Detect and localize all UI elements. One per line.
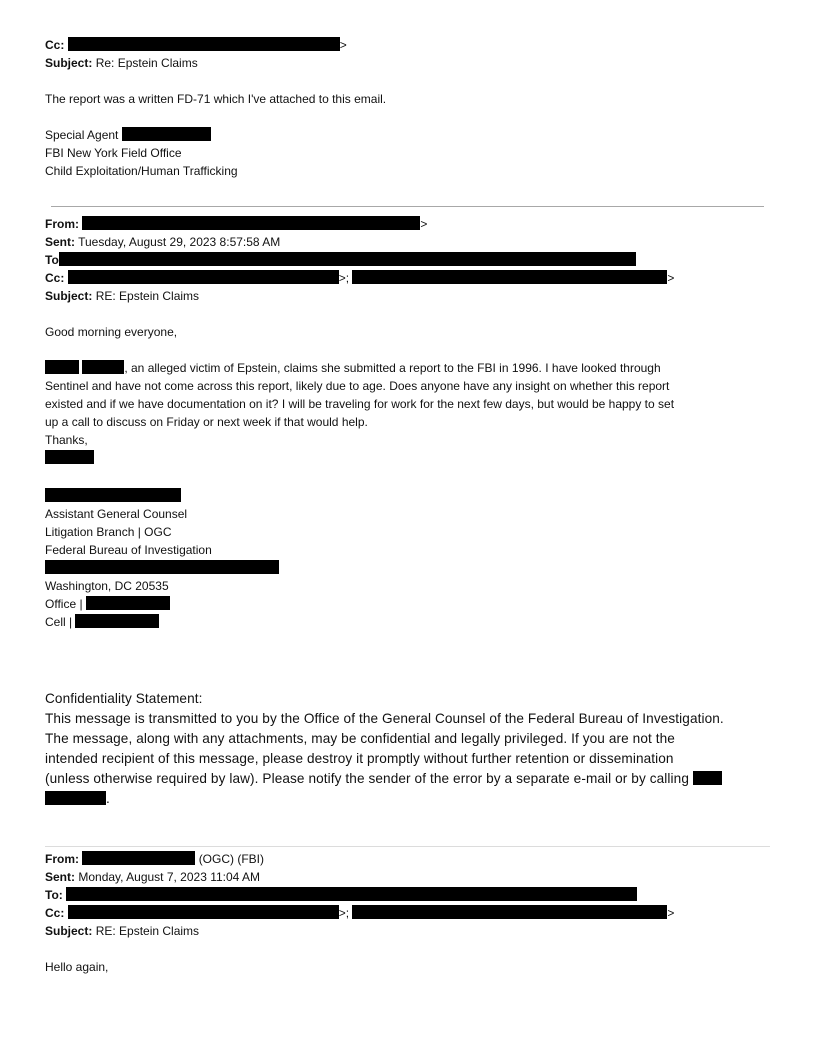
cc-tail: > xyxy=(667,906,675,920)
signature-office: FBI New York Field Office xyxy=(45,146,182,160)
signature-name-redacted xyxy=(45,487,181,505)
signature-unit: Child Exploitation/Human Trafficking xyxy=(45,164,238,178)
cc-label: Cc: xyxy=(45,906,65,920)
confidentiality-line: intended recipient of this message, please destroy it promptly without further retention or dissemination xyxy=(45,751,674,766)
signature-address-redacted xyxy=(45,559,279,577)
separator-rule xyxy=(45,846,770,847)
confidentiality-line: The message, along with any attachments, may be confidential and legally privileged. If you are not the xyxy=(45,731,675,746)
separator-rule xyxy=(51,206,764,207)
redaction-block xyxy=(45,450,94,464)
signature-org: Federal Bureau of Investigation xyxy=(45,543,212,557)
cc-tail: > xyxy=(667,271,675,285)
cc-tail: > xyxy=(339,38,347,52)
greeting: Good morning everyone, xyxy=(45,325,178,339)
from-line xyxy=(45,215,427,233)
sent-line xyxy=(45,233,280,251)
from-tail: (OGC) (FBI) xyxy=(198,852,265,866)
signature-branch: Litigation Branch | OGC xyxy=(45,525,172,539)
from-tail: > xyxy=(420,217,428,231)
confidentiality-text: (unless otherwise required by law). Please notify the sender of the error by a separate e-mail or by calling xyxy=(45,771,689,786)
subject-line xyxy=(45,922,199,940)
to-line xyxy=(45,251,636,269)
redaction-block xyxy=(122,127,211,141)
redaction-block xyxy=(693,771,722,785)
redaction-block xyxy=(82,216,420,230)
paragraph-line: Sentinel and have not come across this report, likely due to age. Does anyone have any insight on whether this report xyxy=(45,379,670,393)
signature-city: Washington, DC 20535 xyxy=(45,579,169,593)
cc-line xyxy=(45,904,674,922)
to-line xyxy=(45,886,637,904)
sender-name-redacted xyxy=(45,449,94,467)
redaction-block xyxy=(59,252,636,266)
confidentiality-line xyxy=(45,789,110,809)
cc-line xyxy=(45,269,674,287)
sent-date: Tuesday, August 29, 2023 8:57:58 AM xyxy=(78,235,281,249)
signature-title: Assistant General Counsel xyxy=(45,507,188,521)
body-text: The report was a written FD-71 which I've attached to this email. xyxy=(45,92,387,106)
paragraph-line xyxy=(45,359,661,377)
subject-line xyxy=(45,54,198,72)
from-label: From: xyxy=(45,217,79,231)
to-label: To xyxy=(45,253,59,267)
subject-text: RE: Epstein Claims xyxy=(95,289,200,303)
thanks: Thanks, xyxy=(45,433,88,447)
cc-separator: >; xyxy=(338,271,350,285)
subject-text: Re: Epstein Claims xyxy=(95,56,198,70)
sent-date: Monday, August 7, 2023 11:04 AM xyxy=(78,870,261,884)
signature-title-line xyxy=(45,126,211,144)
cell-label: Cell | xyxy=(45,615,73,629)
cc-label: Cc: xyxy=(45,38,65,52)
redaction-block xyxy=(86,596,170,610)
subject-label: Subject: xyxy=(45,56,93,70)
redaction-block xyxy=(68,905,339,919)
cell-phone-line xyxy=(45,613,159,631)
subject-line xyxy=(45,287,199,305)
redaction-block xyxy=(352,905,667,919)
office-phone-line xyxy=(45,595,170,613)
redaction-block xyxy=(45,360,79,374)
sent-label: Sent: xyxy=(45,870,75,884)
greeting: Hello again, xyxy=(45,960,109,974)
cc-separator: >; xyxy=(338,906,350,920)
confidentiality-line xyxy=(45,769,722,789)
from-line xyxy=(45,850,264,868)
redaction-block xyxy=(82,360,124,374)
cc-label: Cc: xyxy=(45,271,65,285)
cc-line xyxy=(45,36,347,54)
to-label: To: xyxy=(45,888,63,902)
paragraph-text: , an alleged victim of Epstein, claims she submitted a report to the FBI in 1996. I have looked through xyxy=(124,361,661,375)
sent-line xyxy=(45,868,260,886)
redaction-block xyxy=(66,887,637,901)
sent-label: Sent: xyxy=(45,235,75,249)
office-label: Office | xyxy=(45,597,83,611)
redaction-block xyxy=(352,270,667,284)
confidentiality-line: This message is transmitted to you by the Office of the General Counsel of the Federal Bureau of Investigation. xyxy=(45,711,724,726)
redaction-block xyxy=(45,560,279,574)
paragraph-line: up a call to discuss on Friday or next week if that would help. xyxy=(45,415,368,429)
redaction-block xyxy=(75,614,159,628)
confidentiality-heading: Confidentiality Statement: xyxy=(45,691,203,706)
from-label: From: xyxy=(45,852,79,866)
signature-title: Special Agent xyxy=(45,128,119,142)
subject-label: Subject: xyxy=(45,924,93,938)
subject-text: RE: Epstein Claims xyxy=(95,924,200,938)
redaction-block xyxy=(45,791,106,805)
paragraph-line: existed and if we have documentation on it? I will be traveling for work for the next few days, but would be happy to set xyxy=(45,397,675,411)
redaction-block xyxy=(68,37,340,51)
subject-label: Subject: xyxy=(45,289,93,303)
redaction-block xyxy=(68,270,339,284)
redaction-block xyxy=(45,488,181,502)
confidentiality-tail: . xyxy=(106,791,110,806)
redaction-block xyxy=(82,851,195,865)
